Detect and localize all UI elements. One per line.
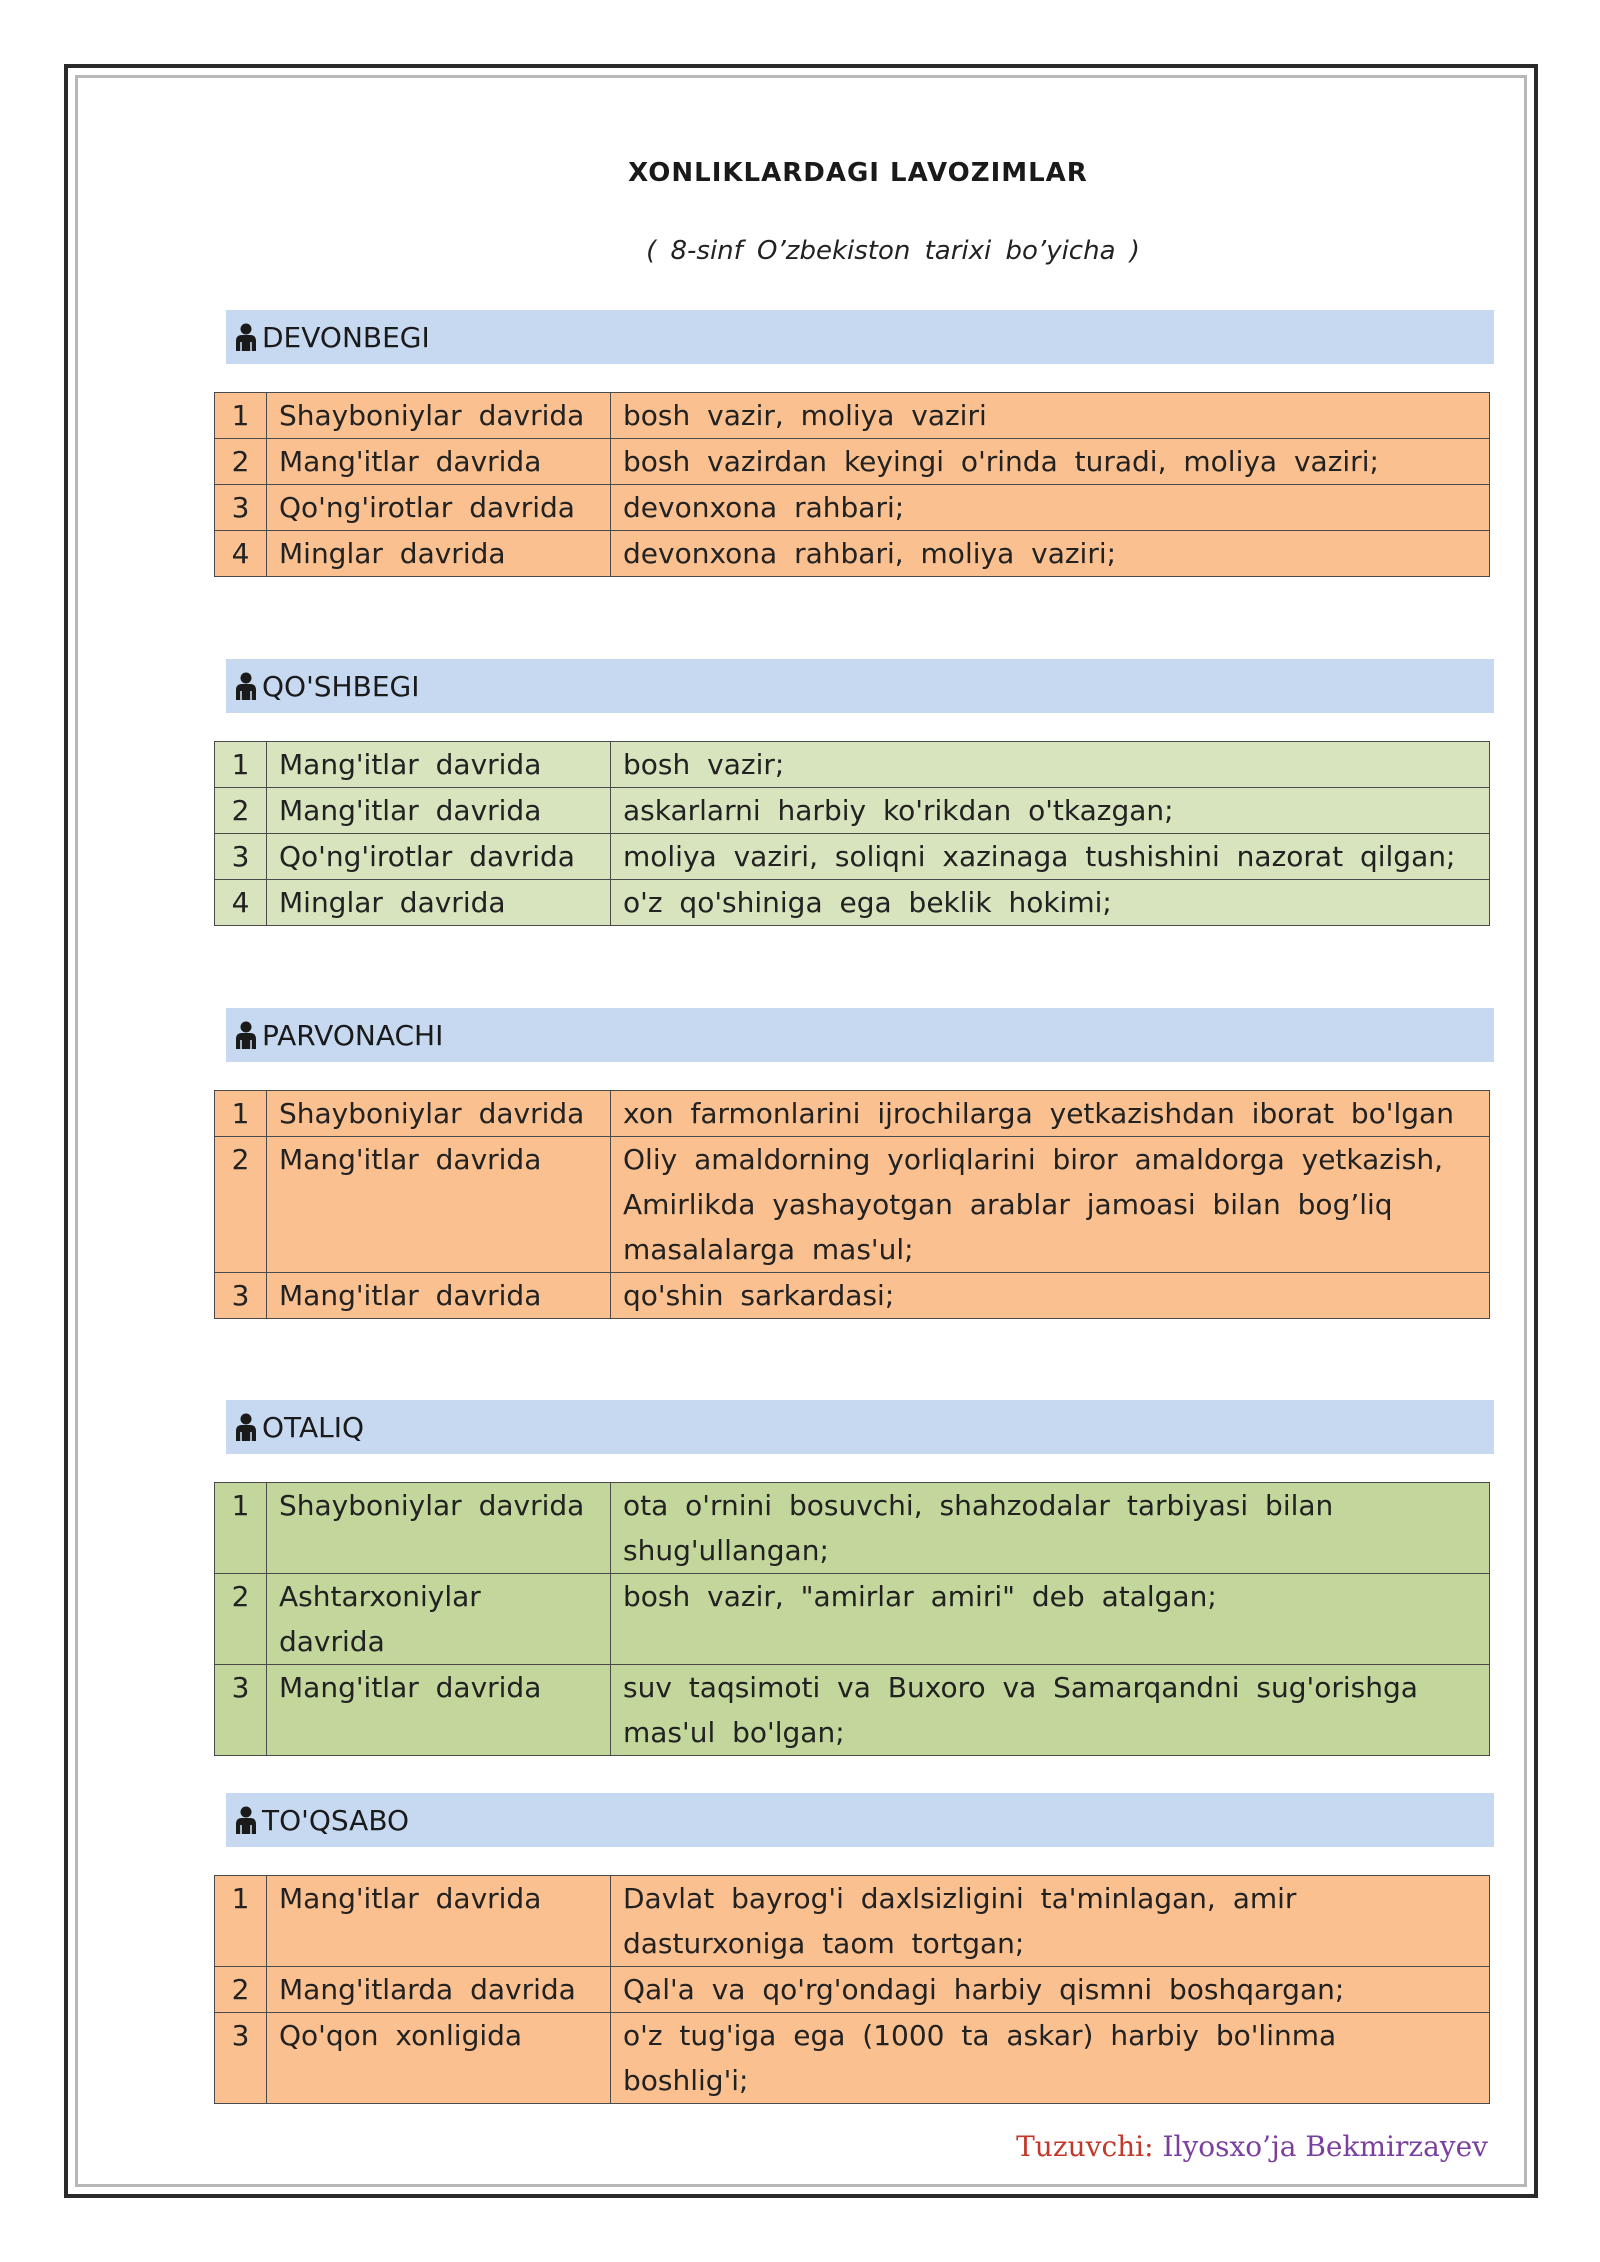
section-header-qoshbegi	[226, 659, 1494, 713]
section-title: TO'QSABO	[262, 1803, 410, 1837]
table-row	[215, 788, 1490, 834]
row-description: o'z tug'iga ega (1000 ta askar) harbiy bo'linma boshlig'i;	[611, 2013, 1490, 2104]
row-number: 3	[215, 834, 267, 880]
table-row	[215, 880, 1490, 926]
row-era: Mang'itlar davrida	[267, 1876, 611, 1967]
author-name: Ilyosxo’ja Bekmirzayev	[1162, 2130, 1488, 2163]
section-header-parvonachi	[226, 1008, 1494, 1062]
section-title: QO'SHBEGI	[262, 669, 420, 703]
author-footer	[1016, 2130, 1488, 2163]
row-number: 3	[215, 2013, 267, 2104]
row-description: devonxona rahbari;	[611, 485, 1490, 531]
role-table-devonbegi	[214, 392, 1490, 577]
row-description: qo'shin sarkardasi;	[611, 1273, 1490, 1319]
row-description: bosh vazir, moliya vaziri	[611, 393, 1490, 439]
table-row	[215, 1574, 1490, 1665]
row-era: Minglar davrida	[267, 880, 611, 926]
row-description: bosh vazir, "amirlar amiri" deb atalgan;	[611, 1574, 1490, 1665]
section-header-devonbegi	[226, 310, 1494, 364]
row-number: 2	[215, 1574, 267, 1665]
person-icon	[234, 1805, 258, 1835]
role-table-parvonachi	[214, 1090, 1490, 1319]
document-subtitle: ( 8-sinf O’zbekiston tarixi bo’yicha )	[646, 236, 1140, 266]
row-number: 3	[215, 1273, 267, 1319]
row-era: Mang'itlar davrida	[267, 439, 611, 485]
table-row	[215, 1137, 1490, 1273]
section-header-otaliq	[226, 1400, 1494, 1454]
row-description: askarlarni harbiy ko'rikdan o'tkazgan;	[611, 788, 1490, 834]
row-description: devonxona rahbari, moliya vaziri;	[611, 531, 1490, 577]
person-icon	[234, 1020, 258, 1050]
row-description: ota o'rnini bosuvchi, shahzodalar tarbiyasi bilan shug'ullangan;	[611, 1483, 1490, 1574]
row-number: 1	[215, 742, 267, 788]
row-description: Davlat bayrog'i daxlsizligini ta'minlagan, amir dasturxoniga taom tortgan;	[611, 1876, 1490, 1967]
row-era: Qo'ng'irotlar davrida	[267, 485, 611, 531]
table-row	[215, 1967, 1490, 2013]
person-icon	[234, 671, 258, 701]
role-table-otaliq	[214, 1482, 1490, 1756]
row-number: 4	[215, 880, 267, 926]
row-description: bosh vazir;	[611, 742, 1490, 788]
row-era: Shayboniylar davrida	[267, 393, 611, 439]
row-description: xon farmonlarini ijrochilarga yetkazishdan iborat bo'lgan	[611, 1091, 1490, 1137]
row-era: Mang'itlar davrida	[267, 1665, 611, 1756]
row-number: 1	[215, 1483, 267, 1574]
row-era: Shayboniylar davrida	[267, 1091, 611, 1137]
section-header-toqsabo	[226, 1793, 1494, 1847]
table-row	[215, 2013, 1490, 2104]
row-number: 1	[215, 393, 267, 439]
row-era: Ashtarxoniylar davrida	[267, 1574, 611, 1665]
row-number: 1	[215, 1091, 267, 1137]
table-row	[215, 531, 1490, 577]
person-icon	[234, 322, 258, 352]
row-description: bosh vazirdan keyingi o'rinda turadi, moliya vaziri;	[611, 439, 1490, 485]
person-icon	[234, 1412, 258, 1442]
row-number: 2	[215, 1137, 267, 1273]
row-description: Oliy amaldorning yorliqlarini biror amaldorga yetkazish, Amirlikda yashayotgan arablar jamoasi bilan bog’liq masalalarga mas'ul;	[611, 1137, 1490, 1273]
section-title: OTALIQ	[262, 1410, 365, 1444]
section-title: PARVONACHI	[262, 1018, 444, 1052]
row-era: Mang'itlar davrida	[267, 1273, 611, 1319]
table-row	[215, 1665, 1490, 1756]
row-number: 3	[215, 485, 267, 531]
row-description: suv taqsimoti va Buxoro va Samarqandni sug'orishga mas'ul bo'lgan;	[611, 1665, 1490, 1756]
author-label: Tuzuvchi:	[1016, 2130, 1154, 2163]
table-row	[215, 439, 1490, 485]
row-number: 2	[215, 1967, 267, 2013]
table-row	[215, 1483, 1490, 1574]
row-era: Mang'itlar davrida	[267, 742, 611, 788]
row-number: 2	[215, 439, 267, 485]
role-table-qoshbegi	[214, 741, 1490, 926]
row-era: Qo'qon xonligida	[267, 2013, 611, 2104]
row-era: Mang'itlar davrida	[267, 1137, 611, 1273]
row-era: Shayboniylar davrida	[267, 1483, 611, 1574]
row-description: moliya vaziri, soliqni xazinaga tushishini nazorat qilgan;	[611, 834, 1490, 880]
table-row	[215, 1091, 1490, 1137]
role-table-toqsabo	[214, 1875, 1490, 2104]
row-era: Mang'itlar davrida	[267, 788, 611, 834]
table-row	[215, 742, 1490, 788]
table-row	[215, 393, 1490, 439]
row-description: o'z qo'shiniga ega beklik hokimi;	[611, 880, 1490, 926]
row-era: Minglar davrida	[267, 531, 611, 577]
section-title: DEVONBEGI	[262, 320, 430, 354]
row-number: 3	[215, 1665, 267, 1756]
table-row	[215, 834, 1490, 880]
row-number: 2	[215, 788, 267, 834]
row-era: Mang'itlarda davrida	[267, 1967, 611, 2013]
row-number: 4	[215, 531, 267, 577]
table-row	[215, 1273, 1490, 1319]
table-row	[215, 1876, 1490, 1967]
table-row	[215, 485, 1490, 531]
row-description: Qal'a va qo'rg'ondagi harbiy qismni boshqargan;	[611, 1967, 1490, 2013]
row-number: 1	[215, 1876, 267, 1967]
document-title: XONLIKLARDAGI LAVOZIMLAR	[628, 158, 1088, 188]
row-era: Qo'ng'irotlar davrida	[267, 834, 611, 880]
